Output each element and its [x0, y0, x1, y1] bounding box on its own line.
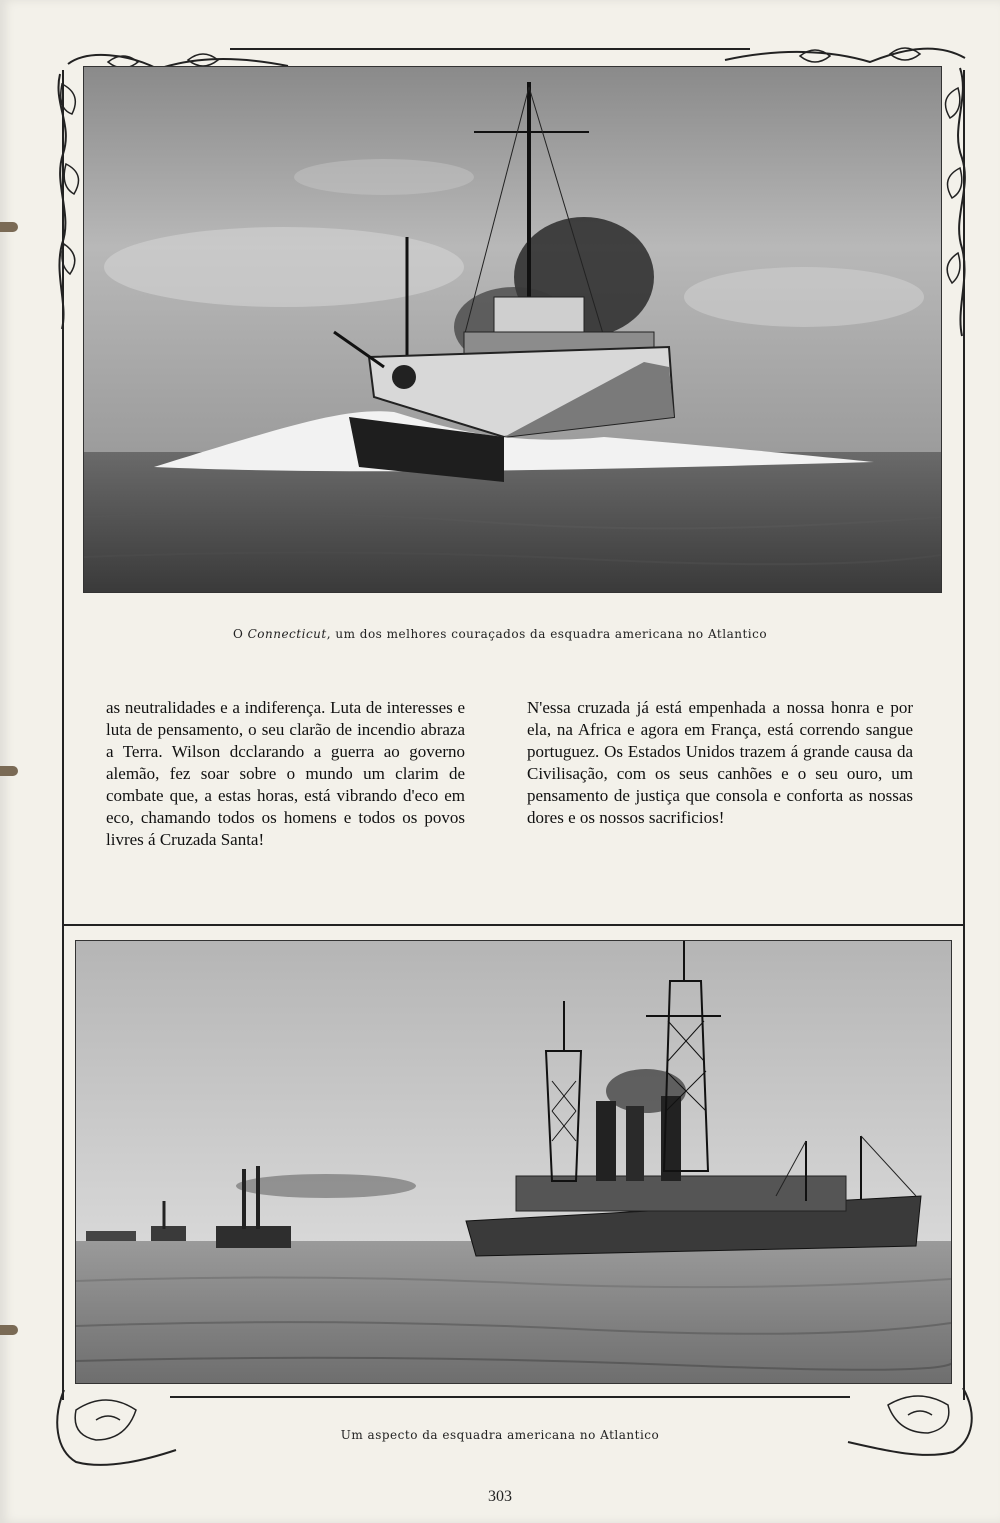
binding-hole	[0, 222, 18, 232]
right-column-paragraph: N'essa cruzada já está empenhada a nossa honra e por ela, na Africa e agora em França, está correndo sangue portuguez. Os Estados Unidos trazem á grande causa da Civilisação, com os seus canhões e o seu ouro, um pensamento de justiça que consola e conforta as nossas dores e os nossos sacrificios!	[527, 698, 913, 827]
top-photo-caption	[0, 627, 1000, 641]
frame-top-line	[230, 48, 750, 50]
page-number: 303	[488, 1488, 512, 1505]
caption-text: , um dos melhores couraçados da esquadra americana no Atlantico	[326, 627, 768, 641]
bottom-right-ornament-icon	[838, 1380, 983, 1460]
binding-hole	[0, 1325, 18, 1335]
right-text-column	[527, 697, 913, 829]
bottom-left-ornament-icon	[46, 1380, 186, 1470]
binding-hole	[0, 766, 18, 776]
fleet-photo	[75, 940, 952, 1384]
left-text-column	[106, 697, 465, 851]
frame-divider-line	[62, 924, 965, 926]
frame-bottom-line	[170, 1396, 850, 1398]
caption-prefix: O	[232, 627, 248, 641]
caption-ship-name: Connecticut	[247, 627, 327, 641]
left-column-paragraph: as neutralidades e a indiferença. Luta de interesses e luta de pensamento, o seu clarão de incendio abraza a Terra. Wilson dcclarando a guerra ao governo alemão, fez soar sobre o mundo um clarim de combate que, a estas horas, está vibrando d'eco em eco, chamando todos os homens e todos os povos livres á Cruzada Santa!	[106, 698, 465, 849]
battleship-photo	[83, 66, 942, 593]
bottom-photo-caption: Um aspecto da esquadra americana no Atlantico	[340, 1428, 660, 1442]
